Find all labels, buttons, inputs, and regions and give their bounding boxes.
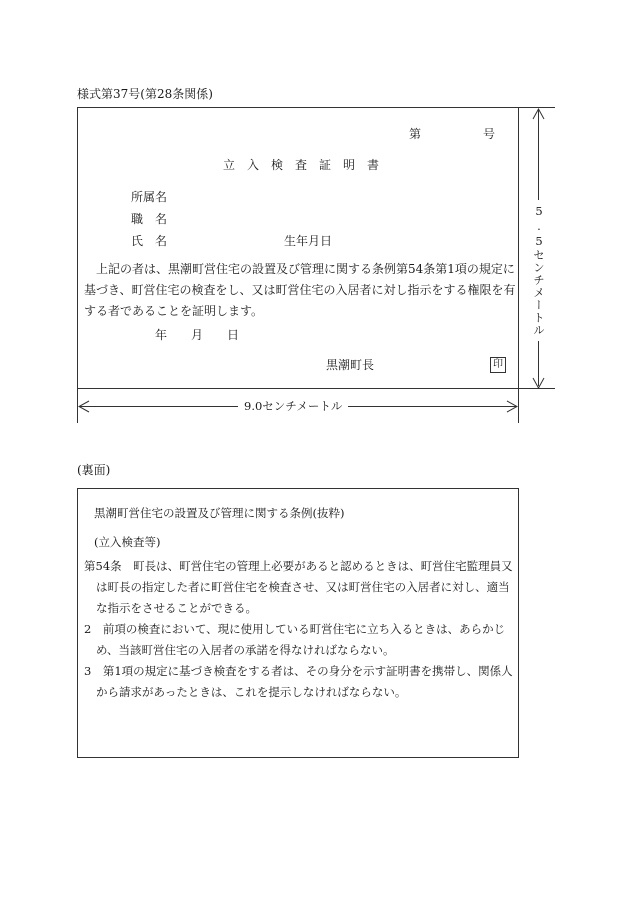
field-birthdate-label: 生年月日 [284,234,333,248]
arrow-right-icon [506,400,518,413]
seal-mark: 印 [490,357,506,373]
article-paragraph-2: 2 前項の検査において、現に使用している町営住宅に立ち入るときは、あらかじめ、当該町営住宅の入居者の承諾を得なければならない。 [84,622,506,657]
issue-date-line: 年 月 日 [155,328,240,342]
back-card [77,488,519,758]
article-body [84,556,516,703]
article-paragraph-3: 3 第1項の規定に基づき検査をする者は、その身分を示す証明書を携帯し、関係人から請求があったときは、これを提示しなければならない。 [84,664,513,699]
arrow-down-icon [532,377,545,389]
certificate-title: 立 入 検 査 証 明 書 [223,158,380,172]
ordinance-heading: 黒潮町営住宅の設置及び管理に関する条例(抜粋) [94,506,345,520]
article-paragraph-1: 第54条 町長は、町営住宅の管理上必要があると認めるときは、町営住宅監理員又は町長の指定した者に町営住宅を検査させ、又は町営住宅の入居者に対し、適当な指示をさせることができる。 [84,559,513,615]
arrow-left-icon [78,400,90,413]
back-caption: (裏面) [77,463,111,477]
article-subheading: (立入検査等) [94,535,161,549]
front-card [77,107,519,389]
number-go: 号 [483,127,496,141]
form-caption: 様式第37号(第28条関係) [77,87,213,101]
number-dai: 第 [409,127,422,141]
field-name-label: 氏 名 [131,234,168,248]
width-dim-right-extension [518,389,519,423]
issuer-title: 黒潮町長 [326,358,375,372]
height-dim-label: 5.5センチメートル [531,200,547,341]
width-dim-label: 9.0センチメートル [238,398,348,414]
certificate-body: 上記の者は、黒潮町営住宅の設置及び管理に関する条例第54条第1項の規定に基づき、町営住宅の検査をし、又は町営住宅の入居者に対し指示をする権限を有する者であることを証明します。 [84,262,516,318]
field-affiliation-label: 所属名 [131,190,168,204]
field-position-label: 職 名 [131,212,168,226]
arrow-up-icon [532,108,545,120]
